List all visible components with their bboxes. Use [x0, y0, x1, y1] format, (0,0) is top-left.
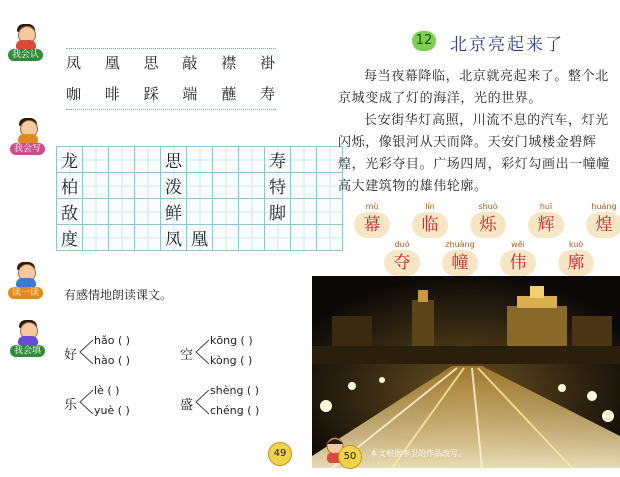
- grid-cell: 鲜: [161, 199, 187, 225]
- child-writing-icon: [15, 120, 41, 142]
- read-label: 读一读: [8, 287, 43, 299]
- grid-cell: 思: [161, 147, 187, 173]
- paragraph-2: 长安街华灯高照，川流不息的汽车，灯光闪烁，像银河从天而降。天安门城楼金碧辉煌，光彩夺目。广场四周，彩灯勾画出一幢幢高大建筑物的雄伟轮廓。: [338, 113, 611, 194]
- vocab-card: [440, 240, 480, 276]
- grid-cell[interactable]: [109, 199, 135, 225]
- vocab-pinyin: zhuàng: [445, 240, 475, 249]
- fill-label: 我会填: [10, 345, 45, 357]
- reading-input[interactable]: hǎo ( ): [94, 334, 131, 347]
- recognize-row-2: [66, 79, 276, 110]
- character: 端: [182, 85, 199, 103]
- vocab-pinyin: huáng: [591, 202, 617, 211]
- grid-cell[interactable]: [83, 199, 109, 225]
- grid-cell[interactable]: [187, 173, 213, 199]
- grid-cell[interactable]: [213, 173, 239, 199]
- grid-cell[interactable]: [291, 173, 317, 199]
- grid-cell: 寿: [265, 147, 291, 173]
- vocab-character: 临: [412, 212, 448, 238]
- paragraph-1: 每当夜幕降临，北京就亮起来了。整个北京城变成了灯的海洋，光的世界。: [338, 69, 609, 106]
- lesson-title: 北京亮起来了: [450, 35, 564, 55]
- grid-cell[interactable]: [291, 225, 317, 251]
- polyphone-character: 好: [64, 348, 78, 363]
- fill-badge: [10, 322, 45, 357]
- grid-row: [57, 225, 343, 251]
- grid-cell[interactable]: [239, 173, 265, 199]
- brace-icon: [78, 338, 94, 366]
- vocab-card: [526, 202, 566, 238]
- vocab-character: 廓: [558, 250, 594, 276]
- character: 凤: [66, 54, 83, 72]
- vocab-card: [468, 202, 508, 238]
- photo-caption: 本文根据李卫的作品改写。: [370, 449, 466, 458]
- grid-cell[interactable]: [239, 199, 265, 225]
- grid-cell: 柏: [57, 173, 83, 199]
- vocab-row-1: [352, 202, 620, 238]
- vocab-card: [556, 240, 596, 276]
- brace-icon: [194, 388, 210, 416]
- vocab-character: 幕: [354, 212, 390, 238]
- vocab-card: [352, 202, 392, 238]
- grid-row: [57, 173, 343, 199]
- vocab-card: [410, 202, 450, 238]
- grid-cell[interactable]: [187, 199, 213, 225]
- brace-icon: [194, 338, 210, 366]
- grid-cell: 泼: [161, 173, 187, 199]
- grid-cell[interactable]: [317, 225, 343, 251]
- character: 襟: [221, 54, 238, 72]
- polyphone-character: 盛: [180, 398, 194, 413]
- character: 咖: [66, 85, 83, 103]
- vocab-pinyin: shuò: [478, 202, 498, 211]
- vocab-pinyin: kuò: [568, 240, 584, 249]
- vocab-card: [382, 240, 422, 276]
- vocab-character: 辉: [528, 212, 564, 238]
- grid-cell[interactable]: [291, 147, 317, 173]
- grid-cell[interactable]: [213, 225, 239, 251]
- grid-cell: 龙: [57, 147, 83, 173]
- vocab-character: 烁: [470, 212, 506, 238]
- reading-input[interactable]: hào ( ): [94, 354, 131, 367]
- vocab-pinyin: mù: [365, 202, 379, 211]
- grid-row: [57, 147, 343, 173]
- lesson-number: 12: [412, 31, 436, 51]
- recognize-badge: [8, 26, 43, 61]
- grid-cell[interactable]: [135, 173, 161, 199]
- write-badge: [10, 120, 45, 155]
- vocab-pinyin: duó: [394, 240, 410, 249]
- reading-input[interactable]: lè ( ): [94, 384, 120, 397]
- vocab-character: 煌: [586, 212, 620, 238]
- beijing-night-photo: [312, 276, 620, 468]
- grid-cell[interactable]: [239, 147, 265, 173]
- vocab-character: 幢: [442, 250, 478, 276]
- grid-cell[interactable]: [83, 225, 109, 251]
- grid-cell[interactable]: [135, 225, 161, 251]
- page-number-left: 49: [268, 442, 292, 466]
- grid-cell[interactable]: [135, 199, 161, 225]
- grid-cell[interactable]: [213, 147, 239, 173]
- character: 蘸: [221, 85, 238, 103]
- character: 褂: [259, 54, 276, 72]
- grid-cell[interactable]: [265, 225, 291, 251]
- grid-cell[interactable]: [83, 173, 109, 199]
- child-speaking-icon: [13, 264, 39, 286]
- grid-cell[interactable]: [291, 199, 317, 225]
- vocab-pinyin: lín: [425, 202, 435, 211]
- grid-row: [57, 199, 343, 225]
- child-reading-icon: [13, 26, 39, 48]
- vocab-character: 夺: [384, 250, 420, 276]
- recognize-row-1: [66, 48, 276, 79]
- grid-cell[interactable]: [239, 225, 265, 251]
- character: 踩: [143, 85, 160, 103]
- reading-input[interactable]: kòng ( ): [210, 354, 253, 367]
- vocab-character: 伟: [500, 250, 536, 276]
- reading-input[interactable]: yuè ( ): [94, 404, 130, 417]
- vocab-card: [584, 202, 620, 238]
- page-number-right: 50: [338, 445, 362, 469]
- writing-grid: [56, 146, 343, 251]
- grid-cell: 特: [265, 173, 291, 199]
- grid-cell: 度: [57, 225, 83, 251]
- vocab-pinyin: huī: [539, 202, 553, 211]
- grid-cell[interactable]: [109, 147, 135, 173]
- character: 敲: [182, 54, 199, 72]
- grid-cell[interactable]: [109, 225, 135, 251]
- grid-cell[interactable]: [135, 147, 161, 173]
- recognize-characters: [66, 48, 276, 110]
- grid-cell: 凰: [187, 225, 213, 251]
- vocab-card: [498, 240, 538, 276]
- reading-input[interactable]: shèng ( ): [210, 384, 260, 397]
- divider: [66, 109, 276, 110]
- grid-cell[interactable]: [317, 199, 343, 225]
- recognize-label: 我会认: [8, 49, 43, 61]
- grid-cell[interactable]: [187, 147, 213, 173]
- vocab-pinyin: wěi: [511, 240, 525, 249]
- reading-input[interactable]: chéng ( ): [210, 404, 260, 417]
- grid-cell[interactable]: [213, 199, 239, 225]
- character: 寿: [259, 85, 276, 103]
- night-cityscape-image: [312, 276, 620, 468]
- character: 凰: [104, 54, 121, 72]
- read-badge: [8, 264, 43, 299]
- grid-cell: 敌: [57, 199, 83, 225]
- character: 思: [143, 54, 160, 72]
- brace-icon: [78, 388, 94, 416]
- grid-cell: 脚: [265, 199, 291, 225]
- grid-cell[interactable]: [83, 147, 109, 173]
- grid-cell[interactable]: [109, 173, 135, 199]
- read-instruction: 有感情地朗读课文。: [64, 288, 173, 302]
- polyphone-character: 乐: [64, 398, 78, 413]
- child-thinking-icon: [15, 322, 41, 344]
- grid-cell: 凤: [161, 225, 187, 251]
- character: 啡: [104, 85, 121, 103]
- reading-input[interactable]: kōng ( ): [210, 334, 253, 347]
- polyphone-character: 空: [180, 348, 194, 363]
- vocab-row-2: [382, 240, 614, 276]
- write-label: 我会写: [10, 143, 45, 155]
